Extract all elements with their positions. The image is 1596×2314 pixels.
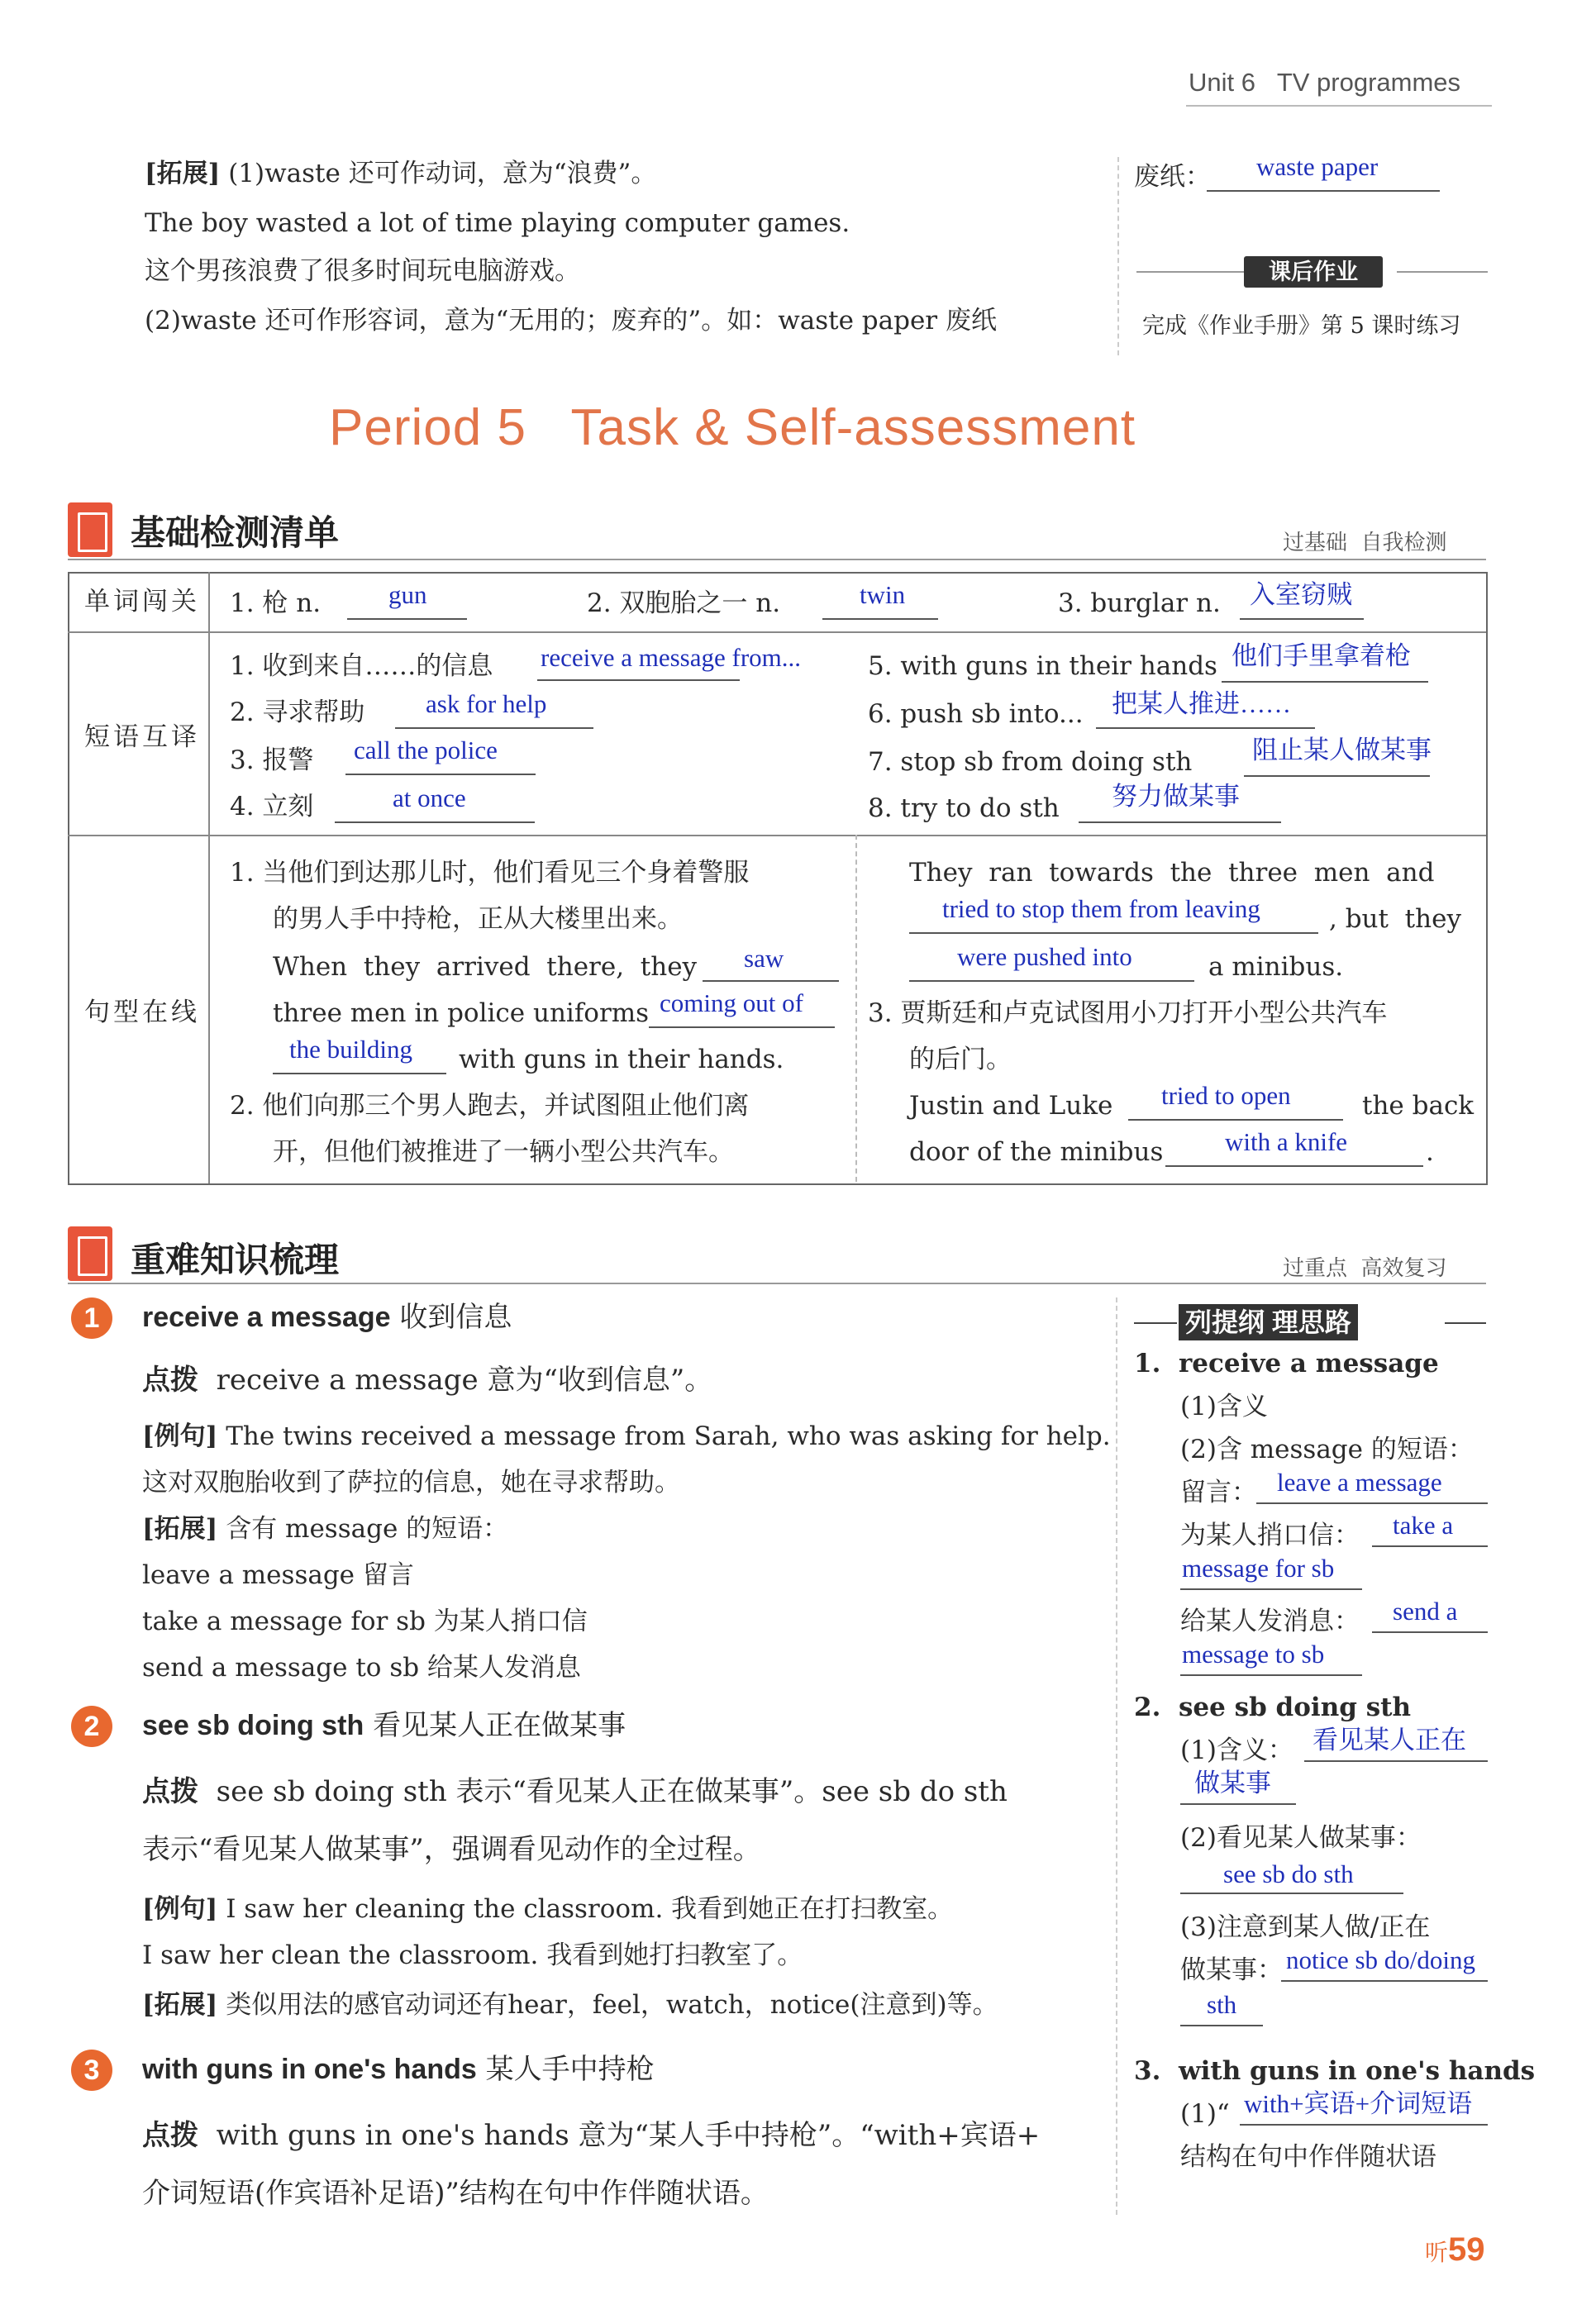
phrase-6-answer: 把某人推进…… — [1112, 689, 1291, 718]
point-2-ext: [拓展] 类似用法的感官动词还有hear，feel，watch，notice(注意到)等。 — [142, 1990, 998, 2020]
row3-divider — [855, 835, 857, 1182]
outline-tag: 列提纲 理思路 — [1179, 1304, 1358, 1340]
sentence-3-en-3: door of the minibus — [909, 1137, 1164, 1167]
outline-item-2c-answer-1: notice sb do/doing — [1286, 1945, 1476, 1974]
vocab-2-answer: twin — [860, 580, 906, 609]
sentence-3-en-1: Justin and Luke — [909, 1091, 1113, 1121]
outline-item-2c-line-2 — [1180, 2025, 1263, 2026]
sentence-1-en-1: When they arrived there, they — [273, 952, 698, 982]
point-2-tip-2: 表示“看见某人做某事”，强调看见动作的全过程。 — [142, 1833, 761, 1866]
point-2-number: 2 — [71, 1706, 112, 1747]
phrase-1-line — [537, 679, 740, 681]
outline-rule-right — [1445, 1322, 1486, 1324]
sentence-2-answer-2: were pushed into — [957, 942, 1132, 971]
outline-item-2: 2. see sb doing sth — [1134, 1693, 1412, 1722]
phrase-8: 8. try to do sth — [868, 793, 1060, 823]
phrase-8-answer: 努力做某事 — [1112, 782, 1240, 811]
point-1-phrase-3: send a message to sb 给某人发消息 — [142, 1653, 581, 1683]
vocab-1: 1. 枪 n. — [230, 588, 322, 618]
phrase-6: 6. push sb into... — [868, 699, 1084, 729]
phrase-7: 7. stop sb from doing sth — [868, 747, 1193, 777]
outline-divider — [1116, 1297, 1117, 2215]
label-column-divider — [208, 572, 210, 1183]
outline-item-2a-answer-2: 做某事 — [1194, 1769, 1271, 1797]
sentence-2-en-1: They ran towards the three men and — [909, 858, 1435, 888]
outline-item-1e: 给某人发消息： — [1180, 1607, 1360, 1636]
row3-label: 句型在线 — [84, 997, 200, 1027]
outline-item-2a-answer-1: 看见某人正在 — [1313, 1726, 1466, 1755]
outline-item-1b: (2)含 message 的短语： — [1180, 1435, 1474, 1464]
sentence-1-line-1 — [703, 980, 839, 982]
sentence-1-zh-1: 1. 当他们到达那儿时，他们看见三个身着警服 — [230, 858, 750, 888]
phrase-2: 2. 寻求帮助 — [230, 698, 365, 727]
phrase-3-line — [345, 774, 536, 775]
outline-item-3a-answer: with+宾语+介词短语 — [1244, 2089, 1473, 2118]
sentence-1-en-2: three men in police uniforms — [273, 998, 650, 1028]
outline-item-1d-answer-2: message for sb — [1182, 1554, 1335, 1583]
outline-item-2a-line-1 — [1304, 1760, 1488, 1762]
row-divider-2 — [68, 835, 1486, 836]
section2-right: 过重点 高效复习 — [1283, 1256, 1447, 1281]
listen-label: 听 — [1425, 2240, 1449, 2265]
phrase-2-line — [395, 727, 593, 729]
header-unit: Unit 6 — [1189, 68, 1255, 97]
sentence-1-answer-3: the building — [289, 1035, 412, 1064]
sentence-2-en-2: , but they — [1329, 904, 1461, 934]
point-2-title: see sb doing sth 看见某人正在做某事 — [142, 1709, 626, 1742]
outline-item-1e-answer-2: message to sb — [1182, 1640, 1325, 1669]
phrase-4-line — [335, 821, 535, 823]
vocab-2-line — [822, 618, 938, 620]
footer-page — [1425, 2231, 1485, 2269]
point-2-example-2: I saw her clean the classroom. 我看到她打扫教室了。 — [142, 1940, 803, 1970]
homework-rule-left — [1136, 271, 1244, 273]
phrase-6-line — [1096, 727, 1315, 729]
sentence-2-answer-1: tried to stop them from leaving — [942, 894, 1260, 923]
section2-rule — [68, 1283, 1486, 1284]
point-1-tip: 点拨 receive a message 意为“收到信息”。 — [142, 1364, 713, 1397]
section2-title: 重难知识梳理 — [131, 1240, 340, 1279]
vocab-1-answer: gun — [388, 580, 427, 609]
header-rule — [1186, 105, 1492, 107]
point-1-example-zh: 这对双胞胎收到了萨拉的信息，她在寻求帮助。 — [142, 1468, 680, 1497]
sentence-1-en-3: with guns in their hands. — [459, 1045, 784, 1074]
top-ext1: [拓展] (1)waste 还可作动词，意为“浪费”。 — [145, 159, 657, 188]
sentence-1-answer-1: saw — [744, 944, 784, 973]
section1-rule — [68, 559, 1486, 560]
outline-item-1d-answer-1: take a — [1393, 1511, 1454, 1540]
outline-item-1d-line-2 — [1180, 1588, 1362, 1590]
point-1-phrase-2: take a message for sb 为某人捎口信 — [142, 1607, 588, 1636]
sentence-2-zh-2: 开，但他们被推进了一辆小型公共汽车。 — [273, 1137, 734, 1167]
vocab-3: 3. burglar n. — [1058, 588, 1221, 618]
phrase-3: 3. 报警 — [230, 745, 314, 775]
vocab-3-answer: 入室窃贼 — [1250, 580, 1352, 609]
outline-item-1e-line-2 — [1180, 1674, 1362, 1676]
outline-rule-left — [1134, 1322, 1177, 1324]
vocab-3-line — [1240, 618, 1364, 620]
outline-item-2c-2: 做某事： — [1180, 1955, 1283, 1985]
period-title: Period 5 Task & Self-assessment — [329, 399, 1136, 456]
outline-item-2b-line — [1180, 1893, 1403, 1894]
sentence-3-line-2 — [1165, 1165, 1423, 1167]
outline-item-2c-1: (3)注意到某人做/正在 — [1180, 1912, 1431, 1942]
point-3-tip-1: 点拨 with guns in one's hands 意为“某人手中持枪”。“with+宾语+ — [142, 2119, 1041, 2152]
outline-item-3a: (1)“ — [1180, 2099, 1230, 2129]
outline-item-1: 1. receive a message — [1134, 1349, 1439, 1378]
point-1-number: 1 — [71, 1297, 112, 1339]
outline-item-1c: 留言： — [1180, 1478, 1257, 1507]
outline-item-1c-line — [1256, 1502, 1488, 1504]
homework-rule-right — [1397, 271, 1488, 273]
row1-label: 单词闯关 — [84, 587, 200, 617]
sentence-2-zh-1: 2. 他们向那三个男人跑去，并试图阻止他们离 — [230, 1091, 750, 1121]
header-title: TV programmes — [1276, 68, 1461, 97]
sentence-2-line-1 — [909, 932, 1318, 934]
homework-tag: 课后作业 — [1244, 256, 1383, 288]
section2-icon — [68, 1226, 112, 1281]
top-side-divider — [1117, 157, 1119, 355]
outline-item-2c-line-1 — [1281, 1980, 1488, 1982]
vocab-2: 2. 双胞胎之一 n. — [587, 588, 781, 618]
phrase-2-answer: ask for help — [426, 689, 547, 718]
sentence-3-answer-2: with a knife — [1225, 1127, 1348, 1156]
outline-item-2c-answer-2: sth — [1207, 1990, 1237, 2019]
sentence-3-line-1 — [1128, 1119, 1343, 1121]
point-3-number: 3 — [71, 2050, 112, 2091]
running-header — [1189, 68, 1460, 98]
outline-item-1d-line-1 — [1372, 1545, 1488, 1547]
point-1-title: receive a message 收到信息 — [142, 1301, 512, 1334]
sentence-3-zh-2: 的后门。 — [909, 1045, 1012, 1074]
top-example-en: The boy wasted a lot of time playing computer games. — [145, 208, 850, 238]
sentence-3-answer-1: tried to open — [1161, 1081, 1291, 1110]
outline-item-1a: (1)含义 — [1180, 1392, 1268, 1421]
outline-item-1c-answer: leave a message — [1277, 1468, 1442, 1497]
phrase-4: 4. 立刻 — [230, 792, 314, 821]
top-ext2: (2)waste 还可作形容词，意为“无用的；废弃的”。如：waste paper 废纸 — [145, 306, 997, 336]
phrase-1-answer: receive a message from... — [541, 643, 802, 672]
outline-item-1e-line-1 — [1372, 1631, 1488, 1633]
phrase-7-line — [1244, 775, 1430, 777]
sentence-2-en-3: a minibus. — [1208, 952, 1344, 982]
point-3-tip-2: 介词短语(作宾语补足语)”结构在句中作伴随状语。 — [142, 2177, 769, 2210]
phrase-4-answer: at once — [393, 783, 466, 812]
point-1-example-en: [例句] The twins received a message from Sarah, who was asking for help. — [142, 1421, 1111, 1451]
sentence-1-line-2 — [649, 1026, 835, 1028]
outline-item-2a: (1)含义： — [1180, 1736, 1293, 1765]
vocab-1-line — [347, 618, 467, 620]
phrase-5: 5. with guns in their hands — [868, 651, 1217, 681]
outline-item-2b: (2)看见某人做某事： — [1180, 1823, 1422, 1853]
page-number: 59 — [1448, 2231, 1485, 2268]
side-answer: waste paper — [1256, 152, 1379, 181]
outline-item-2a-line-2 — [1180, 1803, 1296, 1805]
sentence-3-end: . — [1426, 1137, 1434, 1167]
row-divider-1 — [68, 631, 1486, 633]
outline-item-3: 3. with guns in one's hands — [1134, 2056, 1536, 2086]
section1-right: 过基础 自我检测 — [1283, 531, 1447, 555]
sentence-2-line-2 — [909, 980, 1194, 982]
side-label: 废纸： — [1134, 162, 1211, 192]
phrase-5-answer: 他们手里拿着枪 — [1232, 641, 1411, 670]
top-example-zh: 这个男孩浪费了很多时间玩电脑游戏。 — [145, 256, 580, 286]
point-1-ext: [拓展] 含有 message 的短语： — [142, 1514, 509, 1544]
phrase-5-line — [1222, 681, 1428, 683]
phrase-8-line — [1079, 821, 1281, 823]
outline-item-2b-answer: see sb do sth — [1223, 1859, 1354, 1888]
section1-title: 基础检测清单 — [131, 513, 340, 552]
side-answer-line — [1207, 190, 1440, 192]
sentence-3-zh-1: 3. 贾斯廷和卢克试图用小刀打开小型公共汽车 — [868, 998, 1388, 1028]
section-icon — [68, 502, 112, 557]
sentence-1-line-3 — [273, 1073, 446, 1074]
point-2-example-1: [例句] I saw her cleaning the classroom. 我看到她正在打扫教室。 — [142, 1894, 954, 1924]
point-2-tip-1: 点拨 see sb doing sth 表示“看见某人正在做某事”。see sb do sth — [142, 1775, 1008, 1808]
outline-item-1e-answer-1: send a — [1393, 1597, 1458, 1626]
phrase-1: 1. 收到来自……的信息 — [230, 651, 493, 681]
phrase-7-answer: 阻止某人做某事 — [1252, 736, 1432, 764]
outline-item-3a-line — [1240, 2124, 1488, 2126]
row2-label: 短语互译 — [84, 722, 200, 752]
outline-item-3b: 结构在句中作伴随状语 — [1180, 2142, 1436, 2172]
outline-item-1d: 为某人捎口信： — [1180, 1521, 1360, 1550]
point-3-title: with guns in one's hands 某人手中持枪 — [142, 2053, 655, 2086]
sentence-3-en-2: the back — [1362, 1091, 1475, 1121]
sentence-1-zh-2: 的男人手中持枪，正从大楼里出来。 — [273, 904, 683, 934]
sentence-1-answer-2: coming out of — [660, 988, 803, 1017]
phrase-3-answer: call the police — [354, 736, 498, 764]
point-1-phrase-1: leave a message 留言 — [142, 1560, 414, 1590]
homework-text: 完成《作业手册》第 5 课时练习 — [1142, 313, 1461, 339]
